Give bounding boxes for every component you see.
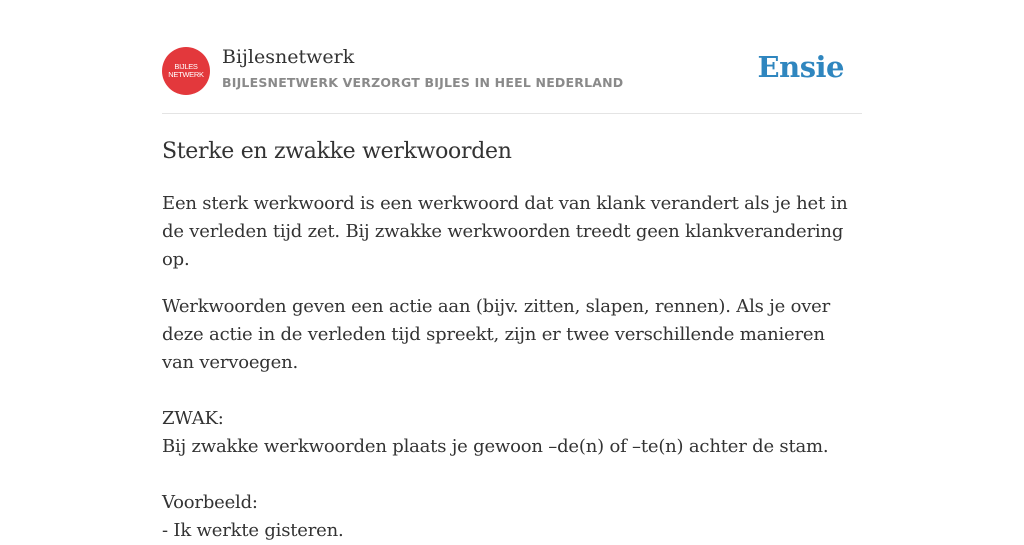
article-paragraph-2: Werkwoorden geven een actie aan (bijv. zitten, slapen, rennen). Als je over deze actie in de verleden tijd spreekt, zijn er twee verschillende manieren van vervoegen. xyxy=(162,296,831,373)
heading-zwak: ZWAK: xyxy=(162,408,224,429)
site-name-link[interactable]: Bijlesnetwerk xyxy=(222,46,355,68)
example-label: Voorbeeld: xyxy=(162,492,258,513)
article-body xyxy=(162,136,862,545)
article-paragraph-1: Een sterk werkwoord is een werkwoord dat van klank verandert als je het in de verleden tijd zet. Bij zwakke werkwoorden treedt geen klankverandering op. xyxy=(162,193,848,270)
bijlesnetwerk-logo[interactable] xyxy=(162,47,210,95)
zwak-explanation: Bij zwakke werkwoorden plaats je gewoon –de(n) of –te(n) achter de stam. xyxy=(162,436,829,457)
header-divider xyxy=(162,113,862,114)
example-line-1: - Ik werkte gisteren. xyxy=(162,520,344,541)
ensie-brand-link[interactable]: Ensie xyxy=(757,50,844,84)
site-tagline: BIJLESNETWERK VERZORGT BIJLES IN HEEL NEDERLAND xyxy=(222,75,624,90)
logo-text-line1: BIJLES xyxy=(174,62,198,71)
article-title: Sterke en zwakke werkwoorden xyxy=(162,139,512,164)
logo-text-line2: NETWERK xyxy=(168,70,204,79)
site-header xyxy=(162,46,862,96)
